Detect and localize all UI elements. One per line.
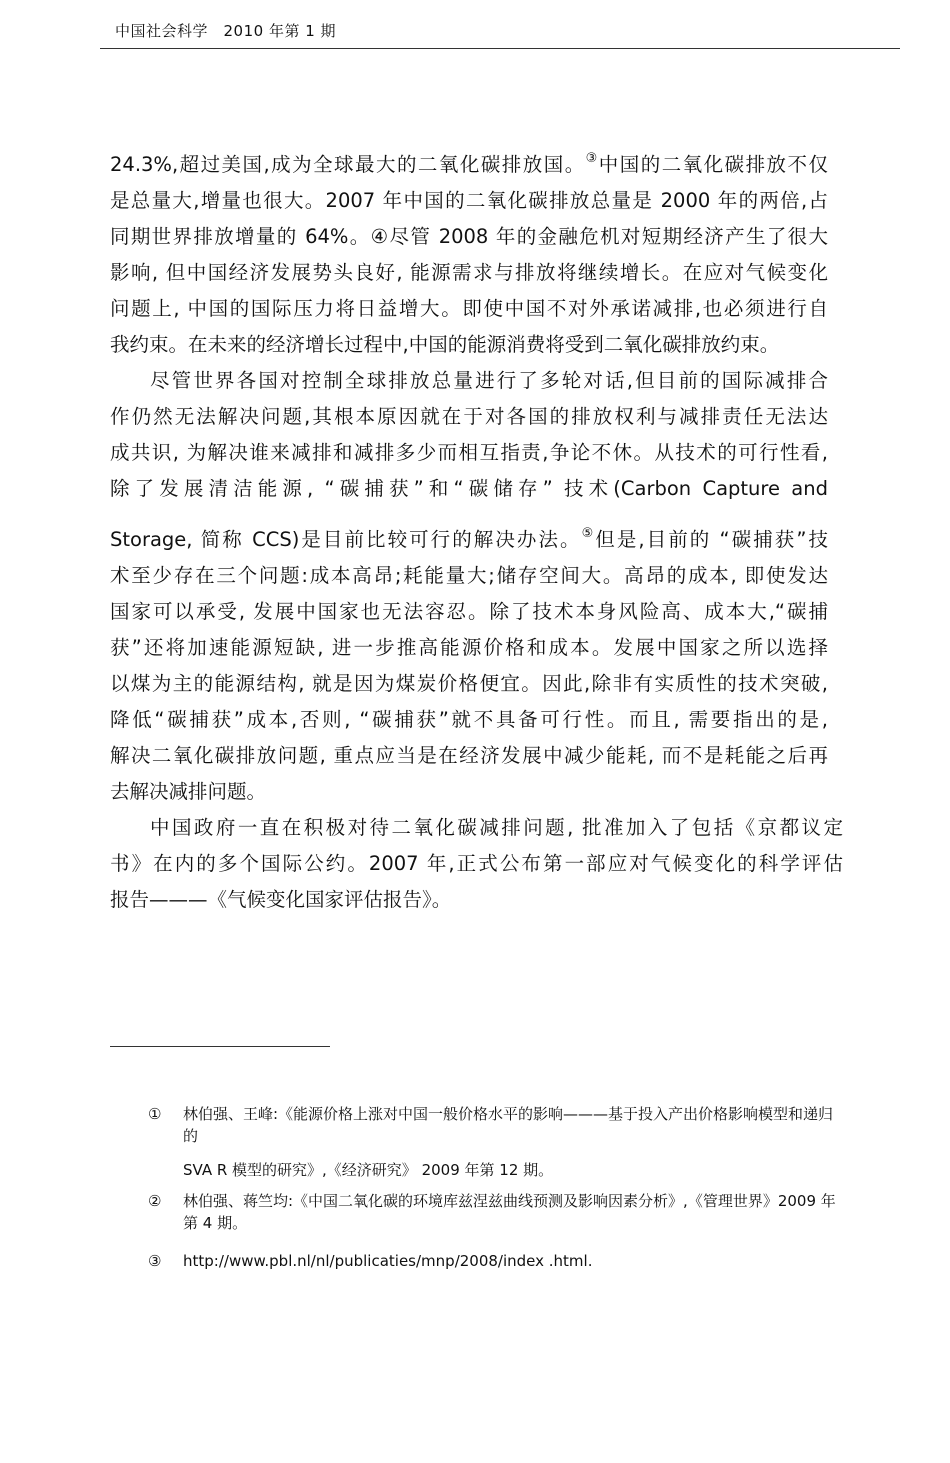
line-text: 降低“碳捕获”成本,否则, “碳捕获”就不具备可行性。而且, 需要指出的是, <box>110 708 828 731</box>
body-line <box>110 332 828 358</box>
line-text: 国家可以承受, 发展中国家也无法容忍。除了技术本身风险高、成本大,“碳捕 <box>110 600 828 623</box>
body-line <box>150 368 828 394</box>
footnote-ref[interactable]: ③ <box>585 151 599 166</box>
body-line <box>110 188 828 214</box>
body-line <box>110 671 828 697</box>
line-text: 书》在内的多个国际公约。2007 年,正式公布第一部应对气候变化的科学评估 <box>110 852 843 875</box>
footnote-text: SVA R 模型的研究》,《经济研究》 2009 年第 12 期。 <box>183 1161 554 1179</box>
body-line <box>110 599 828 625</box>
line-text: 影响, 但中国经济发展势头良好, 能源需求与排放将继续增长。在应对气候变化 <box>110 261 828 284</box>
body-line <box>110 851 843 877</box>
footnote-link[interactable]: http://www.pbl.nl/nl/publicaties/mnp/2008/index .html. <box>183 1252 593 1270</box>
line-text: 24.3%,超过美国,成为全球最大的二氧化碳排放国。 <box>110 153 586 176</box>
footnote-text: 林伯强、蒋竺均:《中国二氧化碳的环境库兹涅兹曲线预测及影响因素分析》,《管理世界》2009 年第 4 期。 <box>183 1192 836 1232</box>
line-text: 我约束。在未来的经济增长过程中,中国的能源消费将受到二氧化碳排放约束。 <box>110 333 780 356</box>
body-line <box>110 152 828 178</box>
line-text: 术至少存在三个问题:成本高昂;耗能量大;储存空间大。高昂的成本, 即使发达 <box>110 564 828 587</box>
body-line <box>110 440 828 466</box>
footnote-3 <box>148 1250 848 1272</box>
footnote-rule <box>110 1046 330 1047</box>
running-header: 中国社会科学 2010 年第 1 期 <box>115 22 337 40</box>
line-text: 去解决减排问题。 <box>110 780 267 803</box>
line-text: 中国政府一直在积极对待二氧化碳减排问题, 批准加入了包括《京都议定 <box>150 816 843 839</box>
line-text: 解决二氧化碳排放问题, 重点应当是在经济发展中减少能耗, 而不是耗能之后再 <box>110 744 828 767</box>
line-text: 成共识, 为解决谁来减排和减排多少而相互指责,争论不休。从技术的可行性看, <box>110 441 828 464</box>
body-line <box>110 260 828 286</box>
body-line <box>110 527 828 553</box>
line-text: 除了发展清洁能源, “碳捕获”和“碳储存” 技术(Carbon Capture and <box>110 477 828 500</box>
line-text: 以煤为主的能源结构, 就是因为煤炭价格便宜。因此,除非有实质性的技术突破, <box>110 672 828 695</box>
line-text: 报告———《气候变化国家评估报告》。 <box>110 888 452 911</box>
body-line <box>110 887 828 913</box>
header-rule <box>100 48 900 49</box>
body-line <box>110 743 828 769</box>
line-text: 是总量大,增量也很大。2007 年中国的二氧化碳排放总量是 2000 年的两倍,占 <box>110 189 828 212</box>
footnote-marker: ② <box>148 1192 162 1210</box>
footnote-text: 林伯强、王峰:《能源价格上涨对中国一般价格水平的影响———基于投入产出价格影响模型和递归的 <box>183 1105 834 1145</box>
footnote-marker: ③ <box>148 1252 162 1270</box>
footnote-2 <box>148 1190 848 1234</box>
footnote-marker: ① <box>148 1105 162 1123</box>
body-line <box>110 296 828 322</box>
line-text: Storage, 简称 CCS)是目前比较可行的解决办法。 <box>110 528 582 551</box>
body-line <box>110 707 828 733</box>
footnote-ref[interactable]: ⑤ <box>581 526 596 541</box>
body-line <box>110 404 828 430</box>
body-line <box>110 635 828 661</box>
line-text: 尽管世界各国对控制全球排放总量进行了多轮对话,但目前的国际减排合 <box>150 369 828 392</box>
body-line <box>110 779 828 805</box>
body-line <box>110 563 828 589</box>
line-text: 中国的二氧化碳排放不仅 <box>598 153 828 176</box>
body-line <box>110 224 828 250</box>
body-line <box>110 476 828 502</box>
line-text: 作仍然无法解决问题,其根本原因就在于对各国的排放权利与减排责任无法达 <box>110 405 828 428</box>
line-text: 获”还将加速能源短缺, 进一步推高能源价格和成本。发展中国家之所以选择 <box>110 636 828 659</box>
line-text: 但是,目前的 “碳捕获”技 <box>595 528 829 551</box>
footnote-1 <box>148 1103 848 1181</box>
body-line <box>150 815 843 841</box>
line-text: 问题上, 中国的国际压力将日益增大。即使中国不对外承诺减排,也必须进行自 <box>110 297 828 320</box>
line-text: 同期世界排放增量的 64%。④尽管 2008 年的金融危机对短期经济产生了很大 <box>110 225 828 248</box>
